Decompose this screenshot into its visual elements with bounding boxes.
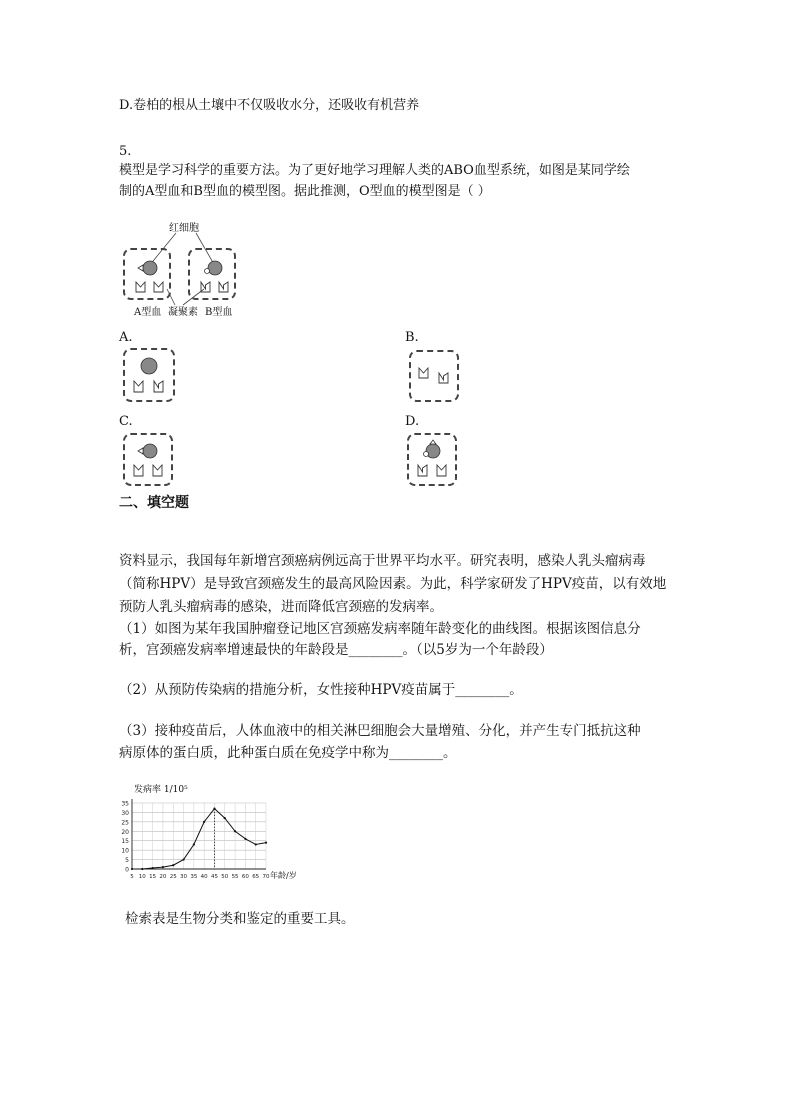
chart-xlabel: 年龄/岁 — [270, 871, 297, 880]
last-line: 检索表是生物分类和鉴定的重要工具。 — [125, 911, 355, 927]
data-point-10 — [141, 868, 143, 870]
label-red-blood-cell: 红细胞 — [169, 223, 199, 234]
question3-line1: （3）接种疫苗后，人体血液中的相关淋巴细胞会大量增殖、分化，并产生专门抵抗这种 — [119, 723, 641, 739]
data-point-65 — [255, 843, 257, 845]
chart-plot — [118, 785, 308, 885]
data-point-55 — [234, 830, 236, 832]
data-point-40 — [203, 821, 205, 823]
option-d-label[interactable]: D. — [405, 414, 420, 429]
x-tick-label-10: 10 — [138, 874, 146, 880]
option-b-label[interactable]: B. — [405, 330, 419, 345]
passage-line1: 资料显示，我国每年新增宫颈癌病例远高于世界平均水平。研究表明，感染人乳头瘤病毒 — [119, 553, 646, 569]
x-tick-label-30: 30 — [180, 874, 188, 880]
incidence-chart — [118, 785, 308, 885]
question1-line1: （1）如图为某年我国肿瘤登记地区宫颈癌发病率随年龄变化的曲线图。根据该图信息分 — [119, 621, 641, 637]
y-tick-label-30: 30 — [121, 809, 129, 817]
y-tick-label-10: 10 — [121, 847, 129, 855]
x-tick-label-55: 55 — [231, 874, 239, 880]
y-tick-label-20: 20 — [121, 828, 129, 836]
data-point-50 — [224, 817, 226, 819]
q5-stem-line2: 制的A型血和B型血的模型图。据此推测，O型血的模型图是（ ） — [119, 184, 491, 199]
chart-ylabel: 发病率 1/10⁵ — [134, 785, 188, 795]
blood-type-model-figure — [118, 222, 248, 322]
x-tick-label-45: 45 — [210, 874, 218, 880]
data-point-45 — [213, 808, 215, 810]
x-tick-label-20: 20 — [159, 874, 167, 880]
y-tick-label-35: 35 — [121, 800, 129, 808]
option-d-drawing — [407, 433, 457, 486]
question2: （2）从预防传染病的措施分析，女性接种HPV疫苗属于________。 — [119, 682, 523, 698]
option-a-label[interactable]: A. — [119, 330, 133, 345]
q5-number: 5. — [119, 144, 132, 159]
data-point-5 — [131, 868, 133, 870]
option-b-drawing — [409, 350, 459, 402]
y-tick-label-15: 15 — [121, 838, 129, 846]
x-tick-label-65: 65 — [252, 874, 260, 880]
y-tick-label-0: 0 — [125, 866, 129, 874]
q5-stem-line1: 模型是学习科学的重要方法。为了更好地学习理解人类的ABO血型系统，如图是某同学绘 — [119, 163, 630, 178]
data-point-25 — [172, 864, 174, 866]
option-a-drawing — [123, 348, 175, 402]
data-point-35 — [193, 843, 195, 845]
q4-option-d: D.卷柏的根从土壤中不仅吸收水分，还吸收有机营养 — [119, 98, 420, 113]
question3-line2: 病原体的蛋白质，此种蛋白质在免疫学中称为________。 — [119, 745, 457, 761]
x-tick-label-60: 60 — [241, 874, 249, 880]
x-tick-label-5: 5 — [130, 874, 134, 880]
passage-line3: 预防人乳头瘤病毒的感染，进而降低宫颈癌的发病率。 — [119, 599, 443, 615]
option-c-drawing — [123, 433, 173, 486]
y-tick-label-25: 25 — [121, 819, 129, 827]
x-tick-label-70: 70 — [262, 874, 270, 880]
y-tick-label-5: 5 — [125, 857, 129, 865]
label-agglutinin: 凝聚素 — [168, 307, 198, 318]
x-tick-label-50: 50 — [221, 874, 229, 880]
label-b-blood: B型血 — [205, 307, 233, 318]
x-tick-label-35: 35 — [190, 874, 198, 880]
data-point-15 — [152, 867, 154, 869]
x-tick-label-25: 25 — [169, 874, 177, 880]
passage-line2: （简称HPV）是导致宫颈癌发生的最高风险因素。为此，科学家研发了HPV疫苗，以有效地 — [119, 576, 667, 592]
section-fill-in-heading: 二、填空题 — [119, 495, 189, 511]
data-point-70 — [265, 842, 267, 844]
data-point-30 — [182, 858, 184, 860]
data-point-20 — [162, 866, 164, 868]
data-point-60 — [244, 838, 246, 840]
x-tick-label-40: 40 — [200, 874, 208, 880]
option-c-label[interactable]: C. — [119, 414, 133, 429]
x-tick-label-15: 15 — [149, 874, 157, 880]
label-a-blood: A型血 — [134, 307, 162, 318]
question1-line2: 析，宫颈癌发病率增速最快的年龄段是________。（以5岁为一个年龄段） — [119, 642, 553, 658]
